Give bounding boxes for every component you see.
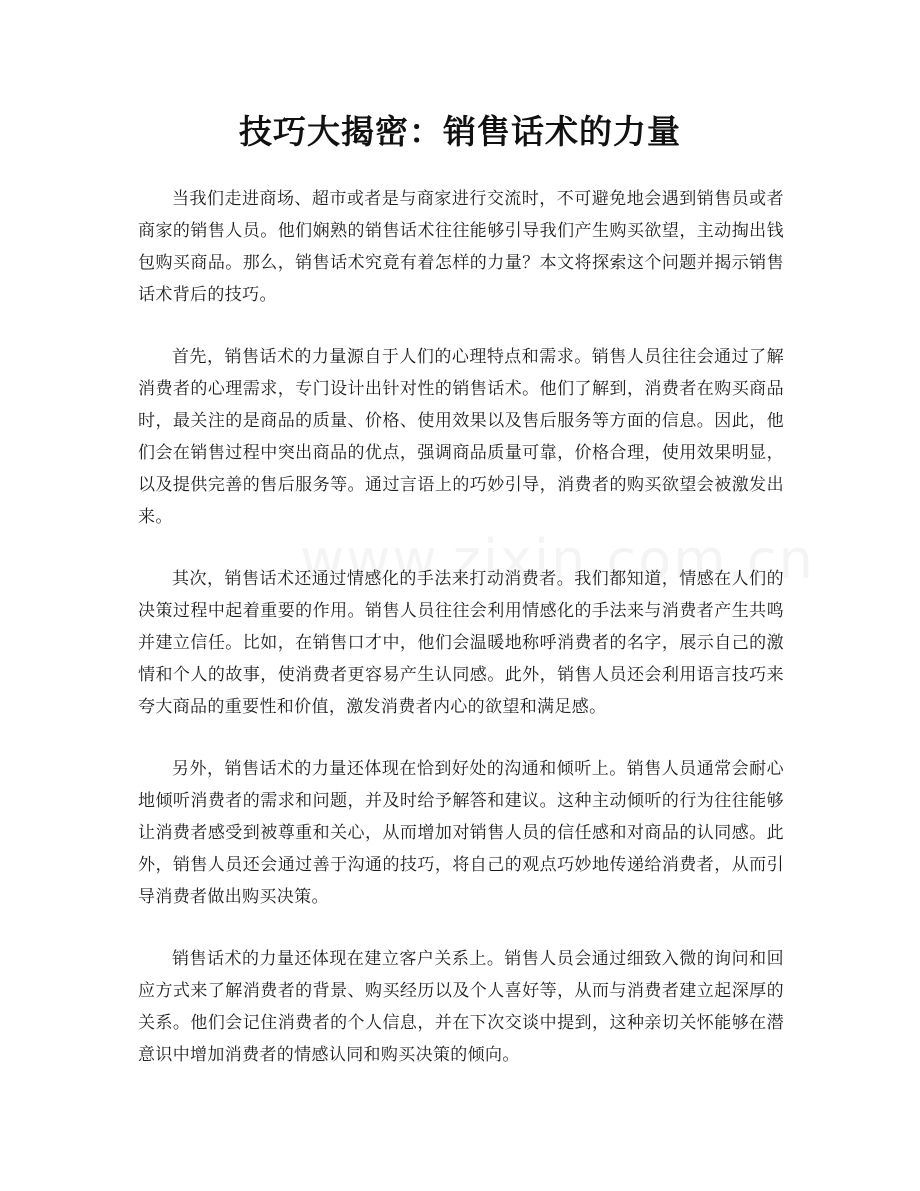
paragraph-3: 其次，销售话术还通过情感化的手法来打动消费者。我们都知道，情感在人们的决策过程中起着重要的作用。销售人员往往会利用情感化的手法来与消费者产生共鸣并建立信任。比如，在销售口才中，他们会温暖地称呼消费者的名字，展示自己的激情和个人的故事，使消费者更容易产生认同感。此外，销售人员还会利用语言技巧来夸大商品的重要性和价值，激发消费者内心的欲望和满足感。	[138, 569, 784, 717]
document-title: 技巧大揭密：销售话术的力量	[239, 112, 681, 151]
paragraph-2: 首先，销售话术的力量源自于人们的心理特点和需求。销售人员往往会通过了解消费者的心理需求，专门设计出针对性的销售话术。他们了解到，消费者在购买商品时，最关注的是商品的质量、价格、使用效果以及售后服务等方面的信息。因此，他们会在销售过程中突出商品的优点，强调商品质量可靠，价格合理，使用效果明显，以及提供完善的售后服务等。通过言语上的巧妙引导，消费者的购买欲望会被激发出来。	[138, 347, 784, 527]
paragraph-1: 当我们走进商场、超市或者是与商家进行交流时，不可避免地会遇到销售员或者商家的销售人员。他们娴熟的销售话术往往能够引导我们产生购买欲望，主动掏出钱包购买商品。那么，销售话术究竟有着怎样的力量？本文将探索这个问题并揭示销售话术背后的技巧。	[138, 189, 784, 305]
paragraph-5: 销售话术的力量还体现在建立客户关系上。销售人员会通过细致入微的询问和回应方式来了解消费者的背景、购买经历以及个人喜好等，从而与消费者建立起深厚的关系。他们会记住消费者的个人信息，并在下次交谈中提到，这种亲切关怀能够在潜意识中增加消费者的情感认同和购买决策的倾向。	[138, 949, 784, 1065]
paragraph-4: 另外，销售话术的力量还体现在恰到好处的沟通和倾听上。销售人员通常会耐心地倾听消费者的需求和问题，并及时给予解答和建议。这种主动倾听的行为往往能够让消费者感受到被尊重和关心，从而增加对销售人员的信任感和对商品的认同感。此外，销售人员还会通过善于沟通的技巧，将自己的观点巧妙地传递给消费者，从而引导消费者做出购买决策。	[138, 759, 784, 907]
document-body	[138, 183, 784, 1101]
